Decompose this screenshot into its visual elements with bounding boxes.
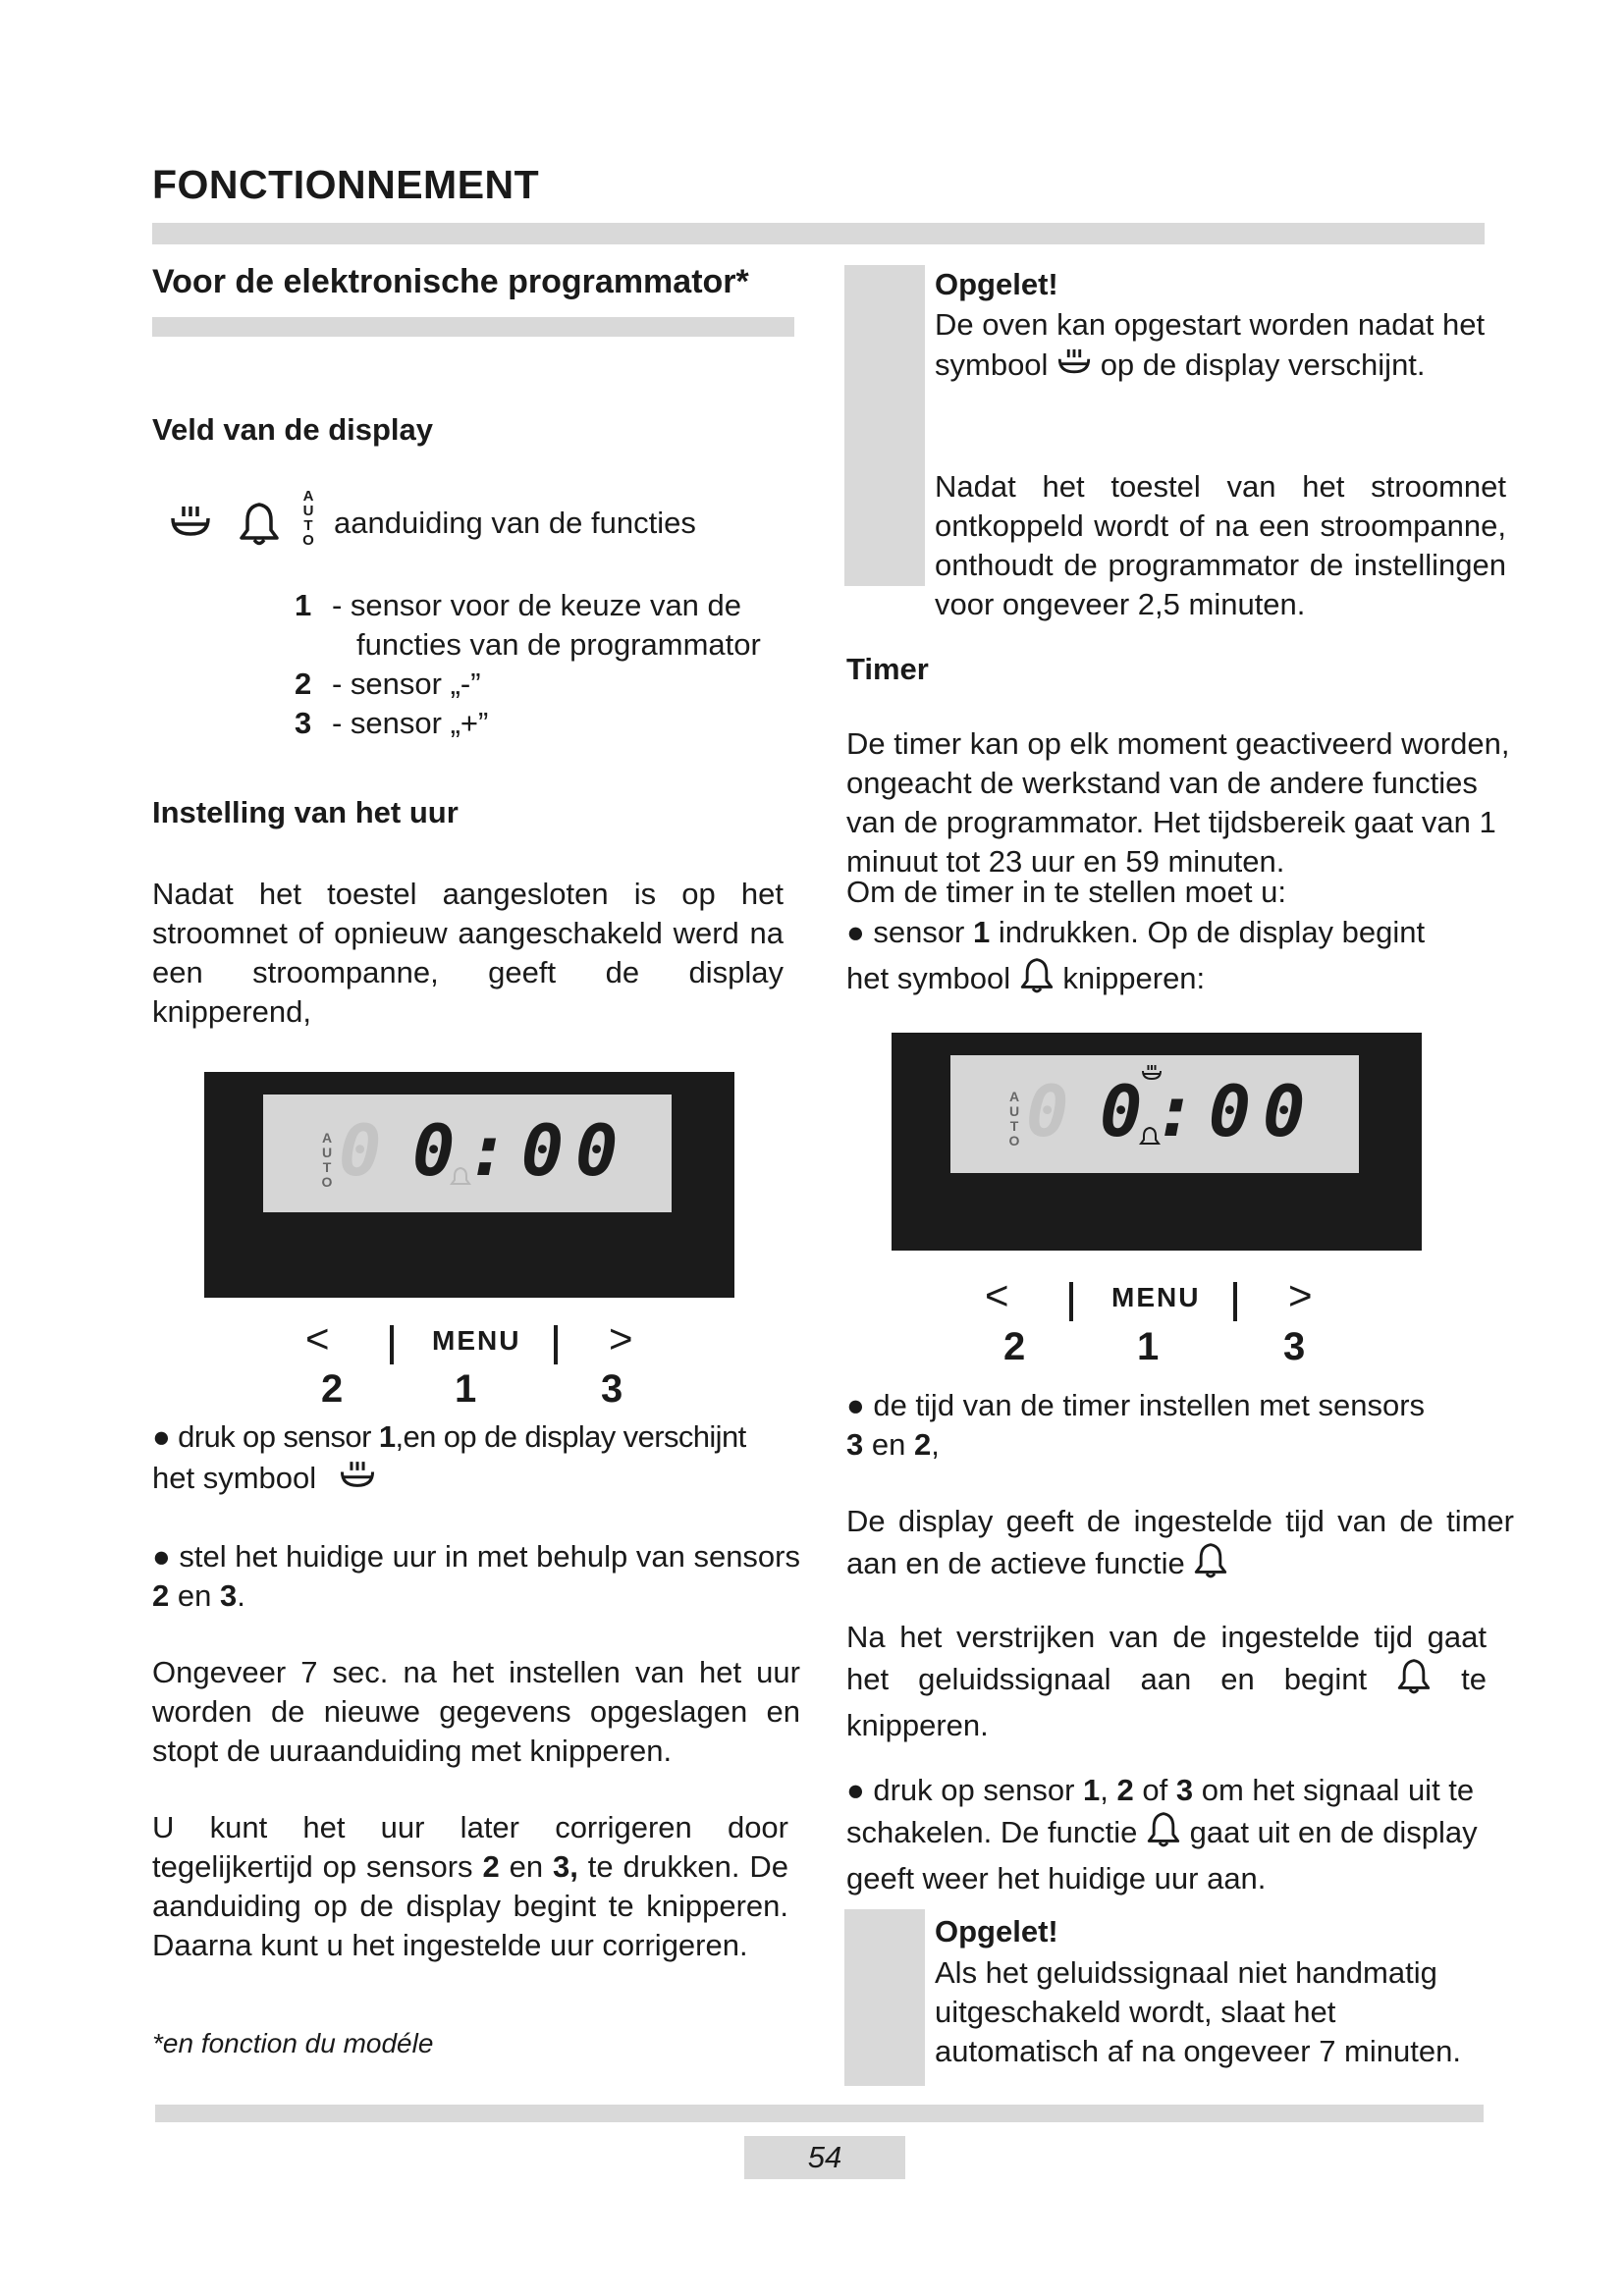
label-num-1: 1 <box>455 1367 477 1411</box>
oven-icon <box>1056 345 1092 390</box>
timer-intro: De timer kan op elk moment geactiveerd worden, ongeacht de werkstand van de andere functies van de programmator. Het tijdsbereik gaat van 1 minuut tot 23 uur en 59 minuten. <box>846 726 1510 879</box>
text: ● stel het huidige uur in met behulp van sensors <box>152 1539 800 1574</box>
sensor-menu-button[interactable]: MENU <box>432 1325 521 1356</box>
lcd-time: 0:00 <box>412 1109 630 1192</box>
bullet-set-hour <box>152 1537 800 1616</box>
control-divider <box>1069 1282 1073 1321</box>
footer-divider <box>155 2105 1484 2122</box>
auto-letter-u: U <box>302 503 314 519</box>
legend-text: - sensor „-” <box>332 667 481 701</box>
para-correct <box>152 1808 788 1965</box>
lcd-ghost-digit: 0 <box>1026 1070 1081 1152</box>
bullet-press-sensor-1 <box>152 1417 800 1457</box>
legend-text: - sensor voor de keuze van de <box>332 588 742 622</box>
lcd-bell-icon <box>1139 1126 1161 1148</box>
sensor-plus-button[interactable]: > <box>1288 1272 1313 1318</box>
legend-1 <box>295 586 741 625</box>
timer-intro-line: Om de timer in te stellen moet u: <box>846 875 1286 909</box>
text: ● sensor <box>846 915 973 949</box>
text: De display geeft de ingestelde tijd van de timer aan en de actieve functie <box>846 1504 1514 1581</box>
page-number: 54 <box>744 2136 905 2179</box>
note2-title: Opgelet! <box>935 1914 1058 1949</box>
sensor-num: 3 <box>219 1578 238 1613</box>
lcd-auto-t: T <box>1009 1118 1019 1134</box>
lcd-auto-u: U <box>321 1145 333 1160</box>
note1-line1 <box>935 305 1494 390</box>
lcd-auto-a: A <box>321 1130 333 1146</box>
section-divider <box>152 317 794 337</box>
text: De oven kan opgestart worden nadat het symbool <box>935 307 1486 383</box>
lcd-auto-u: U <box>1008 1103 1020 1119</box>
bell-icon <box>238 501 281 548</box>
auto-letter-a: A <box>302 488 314 505</box>
note1-title: Opgelet! <box>935 267 1058 301</box>
label-num-2: 2 <box>1003 1325 1026 1368</box>
text: indrukken. Op de display begint <box>990 915 1426 949</box>
bullet-symbol-line <box>152 1457 376 1504</box>
timer-bullet-1 <box>846 913 1425 952</box>
legend-num: 2 <box>295 667 312 701</box>
sensor-num: 1 <box>973 915 991 949</box>
text: Na het verstrijken van de ingestelde tijd gaat het geluidssignaal aan en begint <box>846 1620 1487 1697</box>
para-signal <box>846 1618 1487 1745</box>
control-divider <box>1233 1282 1237 1321</box>
sensor-num: 1 <box>378 1419 396 1454</box>
legend-num: 1 <box>295 588 312 622</box>
bell-icon <box>1193 1541 1228 1590</box>
page-title: FONCTIONNEMENT <box>152 162 540 207</box>
label-num-2: 2 <box>321 1367 344 1411</box>
text: ● druk op sensor <box>846 1773 1084 1807</box>
text: knipperen: <box>1062 961 1206 996</box>
text: ,en op de display verschijnt <box>395 1419 746 1454</box>
clock-intro: Nadat het toestel aangesloten is op het stroomnet of opnieuw aangeschakeld werd na een stroompanne, geeft de display knipperend, <box>152 877 784 1029</box>
lcd-auto-o: O <box>1008 1133 1020 1148</box>
text: of <box>1133 1773 1176 1807</box>
text: op de display verschijnt. <box>1100 347 1426 383</box>
sensor-num: 2 <box>152 1578 170 1613</box>
legend-2 <box>295 665 481 704</box>
bell-icon <box>1019 956 1055 1005</box>
para-display <box>846 1502 1514 1590</box>
timer-bullet-3 <box>846 1771 1514 1898</box>
bell-icon <box>1396 1657 1432 1706</box>
sensor-num: 3 <box>846 1427 864 1462</box>
icons-caption: aanduiding van de functies <box>334 506 696 540</box>
timer-bullet-2 <box>846 1386 1514 1465</box>
text: het symbool <box>846 961 1011 996</box>
lcd-auto-t: T <box>322 1159 332 1175</box>
lcd-auto-label <box>320 1131 334 1190</box>
text: en <box>169 1578 220 1613</box>
text: en <box>499 1849 554 1884</box>
sensor-num: 2 <box>1116 1773 1134 1807</box>
sensor-num: 2 <box>913 1427 932 1462</box>
section-title: Voor de elektronische programmator* <box>152 263 749 300</box>
text: ● de tijd van de timer instellen met sensors <box>846 1388 1426 1422</box>
sensor-num: 3, <box>553 1849 578 1884</box>
sensor-menu-button[interactable]: MENU <box>1111 1282 1201 1312</box>
bell-icon <box>1146 1810 1181 1859</box>
legend-1-cont: functies van de programmator <box>356 627 761 662</box>
text: om het signaal uit te schakelen. De functie <box>846 1773 1475 1850</box>
text: te drukken. De aanduiding op de display begint te knipperen. Daarna kunt u het ingestelde uur corrigeren. <box>152 1849 788 1962</box>
timer-bullet-1-line2 <box>846 956 1205 1005</box>
lcd-time: 0:00 <box>1100 1070 1318 1152</box>
note-marker <box>844 1909 925 2086</box>
text: het symbool <box>152 1461 317 1496</box>
note2-text: Als het geluidssignaal niet handmatig uitgeschakeld wordt, slaat het automatisch af na ongeveer 7 minuten. <box>935 1955 1461 2068</box>
para-save: Ongeveer 7 sec. na het instellen van het uur worden de nieuwe gegevens opgeslagen en stopt de uuraanduiding met knipperen. <box>152 1655 800 1768</box>
oven-icon <box>169 501 212 544</box>
lcd-auto-o: O <box>321 1174 333 1190</box>
title-divider <box>152 223 1485 244</box>
oven-icon <box>339 1457 376 1504</box>
text: te knipperen. <box>846 1662 1487 1742</box>
control-divider <box>390 1325 394 1364</box>
text: en <box>863 1427 914 1462</box>
text: , <box>1100 1773 1117 1807</box>
legend-num: 3 <box>295 706 312 740</box>
label-num-1: 1 <box>1137 1325 1160 1368</box>
label-num-3: 3 <box>1283 1325 1306 1368</box>
display-field-heading: Veld van de display <box>152 412 434 447</box>
auto-letter-o: O <box>302 532 314 549</box>
clock-setting-heading: Instelling van het uur <box>152 795 459 829</box>
text: gaat uit en de display geeft weer het huidige uur aan. <box>846 1815 1478 1896</box>
auto-indicator <box>298 489 319 548</box>
text: , <box>931 1427 940 1462</box>
sensor-num: 3 <box>1175 1773 1194 1807</box>
lcd-ghost-digit: 0 <box>339 1109 394 1192</box>
sensor-minus-button[interactable]: < <box>985 1272 1009 1318</box>
sensor-plus-button[interactable]: > <box>609 1315 633 1362</box>
legend-text: - sensor „+” <box>332 706 489 740</box>
lcd-oven-icon <box>1141 1062 1163 1084</box>
lcd-bell-icon <box>450 1166 471 1188</box>
lcd-auto-label <box>1007 1090 1021 1148</box>
text: ● druk op sensor <box>152 1419 379 1454</box>
note1-line2: Nadat het toestel van het stroomnet ontkoppeld wordt of na een stroompanne, onthoudt de programmator de instellingen voor ongeveer 2,5 minuten. <box>935 469 1506 621</box>
lcd-auto-a: A <box>1008 1089 1020 1104</box>
auto-letter-t: T <box>303 517 313 534</box>
text: U kunt het uur later corrigeren door tegelijkertijd op sensors <box>152 1810 788 1884</box>
sensor-num: 2 <box>482 1849 500 1884</box>
sensor-minus-button[interactable]: < <box>305 1315 330 1362</box>
label-num-3: 3 <box>601 1367 623 1411</box>
legend-3 <box>295 704 488 743</box>
text: . <box>237 1578 245 1613</box>
timer-heading: Timer <box>846 652 929 686</box>
sensor-num: 1 <box>1083 1773 1101 1807</box>
footnote: *en fonction du modéle <box>152 2028 434 2058</box>
note-marker <box>844 265 925 586</box>
control-divider <box>554 1325 558 1364</box>
